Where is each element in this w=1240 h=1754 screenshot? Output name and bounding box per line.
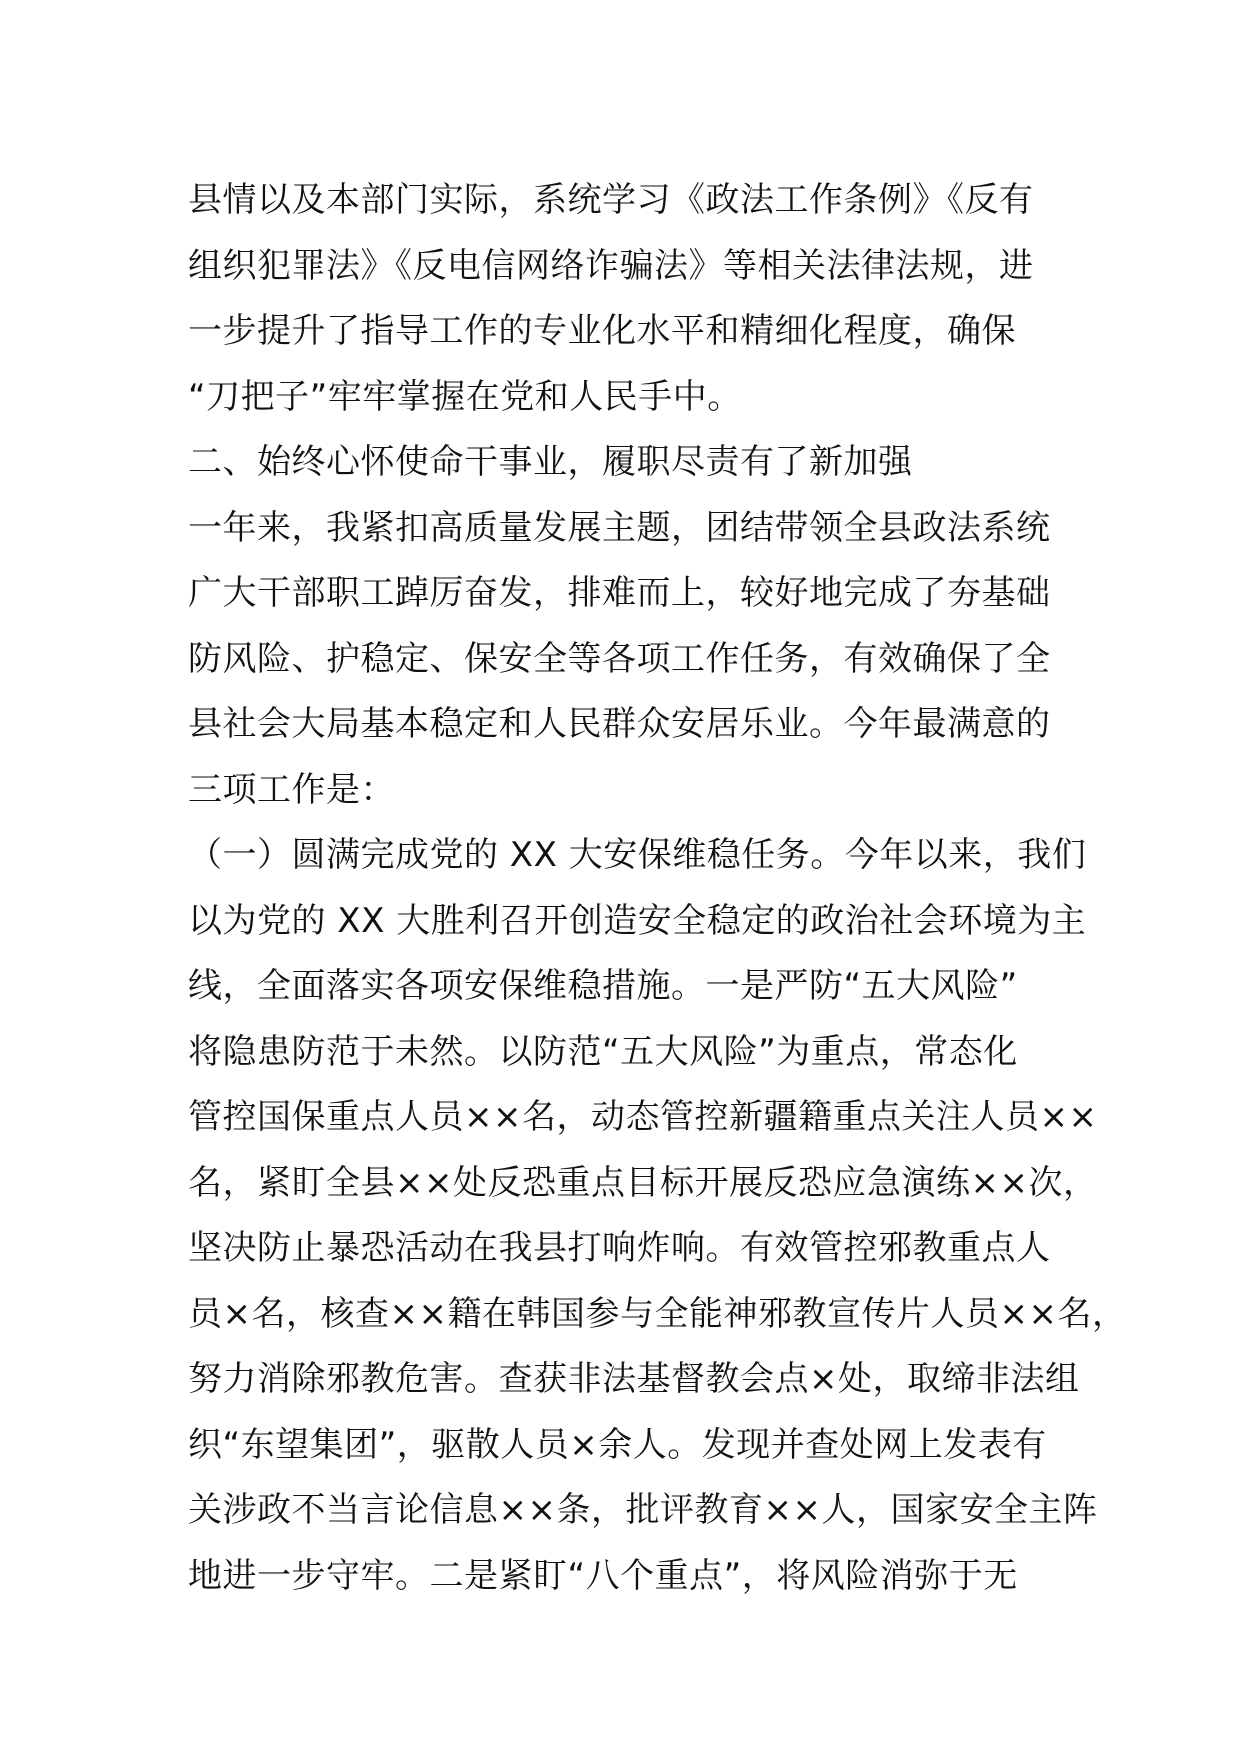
text-line: 织“东望集团”，驱散人员×余人。发现并查处网上发表有 [188,1424,1047,1465]
text-line: 地进一步守牢。二是紧盯“八个重点”，将风险消弥于无 [188,1555,1018,1596]
text-line: 组织犯罪法》《反电信网络诈骗法》等相关法律法规，进 [188,245,1034,286]
text-line: 广大干部职工踔厉奋发，排难而上，较好地完成了夯基础 [188,573,1051,613]
text-line: 名，紧盯全县××处反恐重点目标开展反恐应急演练××次， [188,1162,1098,1203]
text-line: 县社会大局基本稳定和人民群众安居乐业。今年最满意的 [188,704,1051,744]
text-line: 努力消除邪教危害。查获非法基督教会点×处，取缔非法组 [188,1359,1080,1399]
text-line: 管控国保重点人员××名，动态管控新疆籍重点关注人员×× [188,1097,1098,1137]
text-line: 坚决防止暴恐活动在我县打响炸响。有效管控邪教重点人 [188,1228,1051,1268]
text-line: 县情以及本部门实际，系统学习《政法工作条例》《反有 [188,180,1034,220]
body-text [188,168,1127,1609]
text-line: 将隐患防范于未然。以防范“五大风险”为重点，常态化 [188,1031,1018,1072]
text-line: 员×名，核查××籍在韩国参与全能神邪教宣传片人员××名， [188,1293,1127,1334]
text-line: 以为党的 XX 大胜利召开创造安全稳定的政治社会环境为主 [188,900,1087,941]
text-line: 一步提升了指导工作的专业化水平和精细化程度，确保 [188,311,1016,351]
text-line: 防风险、护稳定、保安全等各项工作任务，有效确保了全 [188,638,1051,679]
text-line: 线，全面落实各项安保维稳措施。一是严防“五大风险” [188,966,1018,1006]
section-heading: 二、始终心怀使命干事业，履职尽责有了新加强 [188,442,913,482]
text-line: “刀把子”牢牢掌握在党和人民手中。 [188,376,742,417]
subsection-line: （一）圆满完成党的 XX 大安保维稳任务。今年以来，我们 [188,835,1087,875]
text-line: 一年来，我紧扣高质量发展主题，团结带领全县政法系统 [188,507,1051,548]
text-line: 关涉政不当言论信息××条，批评教育××人，国家安全主阵 [188,1490,1098,1530]
text-line: 三项工作是： [188,769,395,810]
